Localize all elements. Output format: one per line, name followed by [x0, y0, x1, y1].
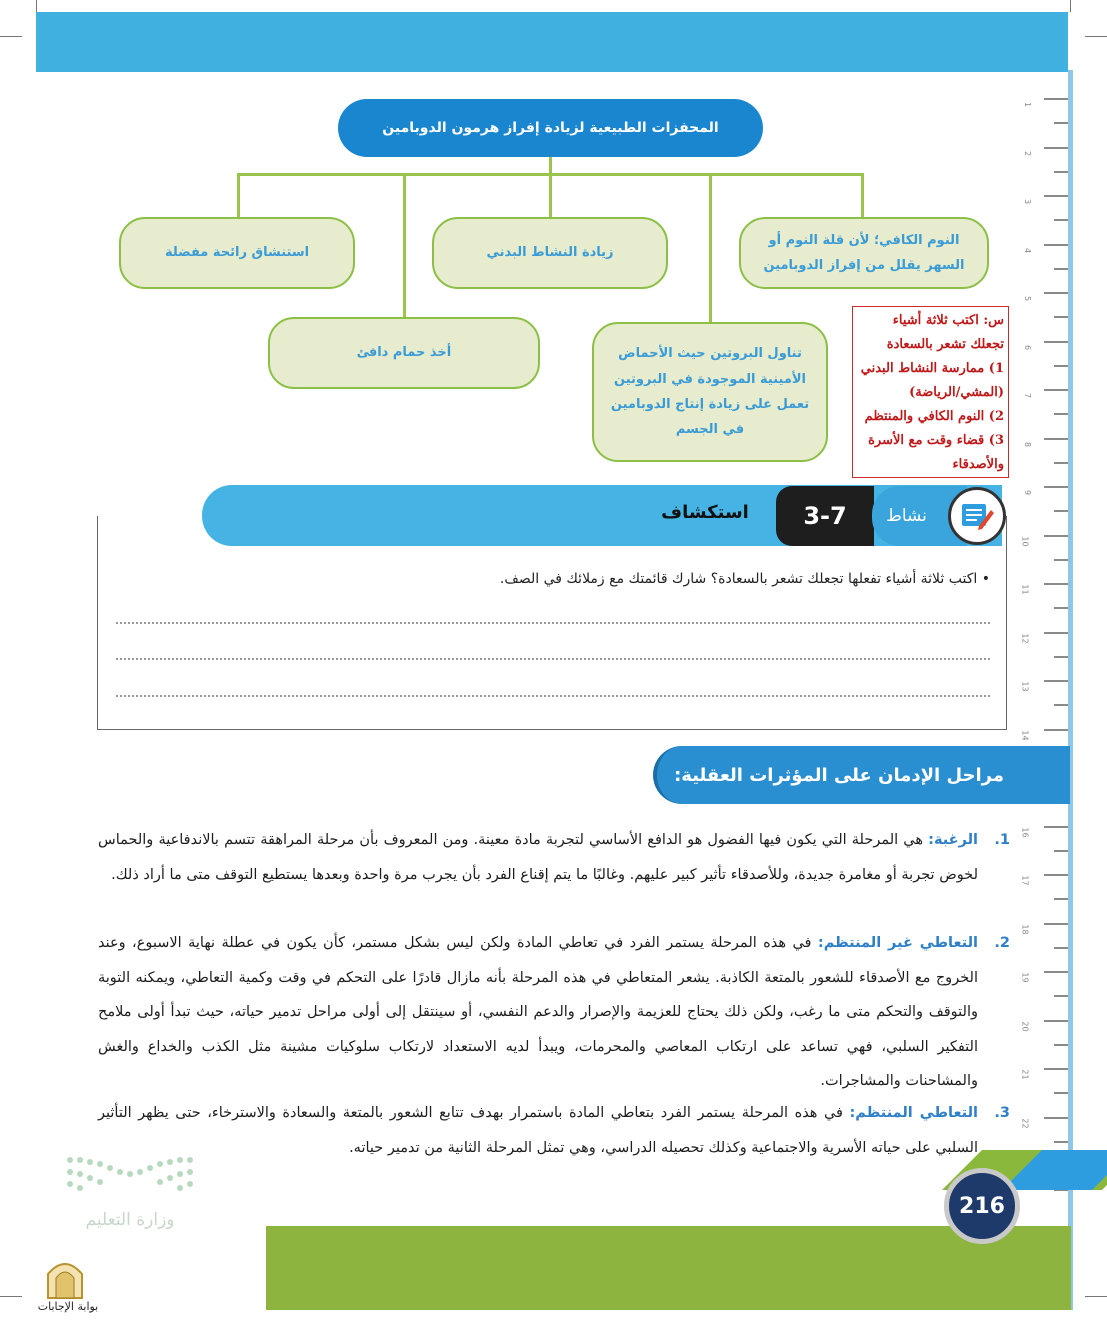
ruler-tick	[1044, 535, 1068, 537]
ruler-number: 5	[1022, 295, 1032, 302]
answer-line[interactable]	[116, 622, 990, 624]
activity-title: استكشاف	[661, 502, 749, 523]
ruler-tick	[1044, 147, 1068, 149]
ruler-tick	[1054, 704, 1068, 706]
connector	[237, 173, 240, 218]
ruler-tick	[1054, 607, 1068, 609]
answer-question: س: اكتب ثلاثة أشياء تجعلك تشعر بالسعادة	[886, 313, 1004, 353]
ruler-number: 20	[1020, 1020, 1030, 1032]
connector	[709, 173, 712, 323]
stage-number: 1.	[994, 832, 1010, 848]
ruler-tick	[1044, 486, 1068, 488]
ruler-tick	[1044, 1117, 1068, 1119]
ruler-number: 12	[1020, 632, 1030, 644]
section-header	[653, 746, 1070, 804]
answer-line[interactable]	[116, 658, 990, 660]
ruler-number: 2	[1022, 150, 1032, 156]
ruler-tick	[1054, 1141, 1068, 1143]
crop-mark	[1070, 0, 1071, 12]
ruler-tick	[1044, 438, 1068, 440]
stage-text: في هذه المرحلة يستمر الفرد في تعاطي المادة ولكن ليس بشكل مستمر، كأن يكون في عطلة نهاية الاسبوع، وعند الخروج مع الأصدقاء للشعور بالمتعة الكاذبة. يشعر المتعاطي في هذه المرحلة بأنه مازال قادرًا على التحكم في وقت وكمية التعاطي، ويمكنه التوبة والتوقف والتحكم متى ما رغب، ولكن ذلك يحتاج للعزيمة والإصرار والدعم النفسي، أو سينتقل إلى أولى مراحل تدمير حياته، حيث تبدأ أولى ملامح التفكير السلبي، فهي تساعد على ارتكاب المعاصي والمحرمات، ويبدأ لديه الاستعداد لارتكاب سلوكيات مشينة مثل الكذب والخداع والغش والمشاحنات والمشاجرات.	[98, 935, 978, 1089]
ruler-number: 17	[1020, 875, 1030, 886]
diagram-root: المحفزات الطبيعية لزيادة إفراز هرمون الدوبامين	[338, 99, 763, 157]
stage-paragraph	[98, 823, 1010, 892]
section-title: مراحل الإدمان على المؤثرات العقلية:	[674, 764, 1004, 786]
stage-text: هي المرحلة التي يكون فيها الفضول هو الدافع الأساسي لتجربة مادة معينة. ومن المعروف بأن مرحلة المراهقة تتسم بالاندفاعية والحماس لخوض تجربة أو مغامرة جديدة، وللأصدقاء تأثير كبير عليهم. وغالبًا ما يتم إقناع الفرد بأن يجرب مرة واحدة وبعدها يستطيع التوقف متى ما أراد ذلك.	[98, 832, 978, 883]
ruler-tick	[1044, 292, 1068, 294]
ruler-tick	[1054, 995, 1068, 997]
crop-mark	[1085, 36, 1107, 37]
ruler-tick	[1054, 268, 1068, 270]
ruler-tick	[1054, 656, 1068, 658]
ruler-tick	[1044, 874, 1068, 876]
answer-box	[852, 306, 1009, 478]
ruler-tick	[1054, 171, 1068, 173]
diagram-node-protein: تناول البروتين حيث الأحماض الأمينية الموجودة في البروتين تعمل على زيادة إنتاج الدوبامين في الجسم	[592, 322, 828, 462]
ruler-tick	[1044, 680, 1068, 682]
ruler-tick	[1054, 316, 1068, 318]
ruler-tick	[1054, 947, 1068, 949]
answer-item: 3) قضاء وقت مع الأسرة والأصدقاء	[868, 433, 1004, 473]
ruler-tick	[1054, 219, 1068, 221]
ruler-number: 16	[1020, 826, 1030, 838]
ruler-tick	[1054, 510, 1068, 512]
moe-logo-icon	[62, 1150, 202, 1260]
ruler-ticks	[1000, 70, 1074, 1170]
connector	[549, 173, 552, 218]
ruler-number: 4	[1022, 247, 1032, 253]
ruler-tick	[1044, 923, 1068, 925]
ruler-tick	[1044, 244, 1068, 246]
answer-line[interactable]	[116, 695, 990, 697]
ruler-number: 19	[1020, 972, 1030, 983]
ruler-tick	[1054, 365, 1068, 367]
ruler-number: 1	[1022, 101, 1032, 108]
ruler-number: 14	[1020, 729, 1030, 741]
ruler-number: 3	[1022, 198, 1032, 205]
ruler-tick	[1044, 583, 1068, 585]
diagram-node-scent: استنشاق رائحة مفضلة	[119, 217, 355, 289]
ruler-tick	[1044, 389, 1068, 391]
watermark-logo-icon	[44, 1254, 86, 1300]
diagram-node-activity: زيادة النشاط البدني	[432, 217, 668, 289]
answer-item: 2) النوم الكافي والمنتظم	[864, 409, 1004, 425]
crop-mark	[0, 36, 22, 37]
ruler-tick	[1044, 195, 1068, 197]
page-number: 216	[944, 1168, 1020, 1244]
connector	[861, 173, 864, 218]
ruler-tick	[1044, 826, 1068, 828]
ruler-number: 21	[1020, 1069, 1030, 1080]
ruler-tick	[1054, 850, 1068, 852]
ruler-tick	[1044, 971, 1068, 973]
activity-number: 3-7	[776, 486, 874, 546]
ruler-tick	[1044, 98, 1068, 100]
activity-badge-label: نشاط	[886, 506, 927, 526]
ruler-number: 13	[1020, 681, 1030, 692]
ruler-number: 6	[1022, 344, 1032, 350]
watermark-text: بوابة الإجابات	[37, 1300, 99, 1313]
ruler-tick	[1044, 1068, 1068, 1070]
connector	[403, 173, 406, 318]
moe-logo-text: وزارة التعليم	[85, 1210, 175, 1230]
ruler-number: 18	[1020, 923, 1030, 935]
ruler-number: 22	[1020, 1117, 1030, 1129]
crop-mark	[1085, 1296, 1107, 1297]
diagram-node-sleep: النوم الكافي؛ لأن قلة النوم أو السهر يقلل من إفراز الدوبامين	[739, 217, 989, 289]
ruler-tick	[1054, 122, 1068, 124]
stage-paragraph	[98, 1096, 1010, 1165]
ruler-number: 11	[1020, 584, 1030, 595]
ruler-tick	[1054, 413, 1068, 415]
ruler-tick	[1054, 1044, 1068, 1046]
ruler-tick	[1044, 341, 1068, 343]
stage-paragraph	[98, 926, 1010, 1099]
stage-text: في هذه المرحلة يستمر الفرد بتعاطي المادة باستمرار بهدف تتابع الشعور بالمتعة والسعادة والاسترخاء، حتى يظهر التأثير السلبي على حياته الأسرية والاجتماعية وكذلك تحصيله الدراسي، وهي تمثل المرحلة الثانية من تدمير حياته.	[98, 1105, 978, 1156]
diagram-node-bath: أخذ حمام دافئ	[268, 317, 540, 389]
stage-number: 2.	[994, 935, 1010, 951]
ruler-tick	[1044, 729, 1068, 731]
ruler-tick	[1054, 462, 1068, 464]
answer-item: 1) ممارسة النشاط البدني (المشي/الرياضة)	[860, 361, 1004, 401]
ruler-tick	[1044, 632, 1068, 634]
stage-number: 3.	[994, 1105, 1010, 1121]
ruler-number: 9	[1022, 489, 1032, 496]
pencil-note-icon	[948, 487, 1006, 545]
stage-term: الرغبة:	[928, 832, 979, 848]
ruler-number: 7	[1022, 392, 1032, 399]
stage-term: التعاطي المنتظم:	[849, 1105, 979, 1121]
stage-term: التعاطي غير المنتظم:	[817, 935, 979, 951]
crop-mark	[0, 1296, 22, 1297]
ruler-tick	[1054, 1092, 1068, 1094]
activity-prompt: • اكتب ثلاثة أشياء تفعلها تجعلك تشعر بالسعادة؟ شارك قائمتك مع زملائك في الصف.	[499, 571, 990, 587]
ruler-tick	[1054, 559, 1068, 561]
ruler-number: 10	[1020, 535, 1030, 547]
crop-mark	[36, 0, 37, 12]
ruler-tick	[1044, 1020, 1068, 1022]
ruler-number: 8	[1022, 441, 1032, 447]
top-band	[36, 12, 1068, 72]
ruler-tick	[1054, 898, 1068, 900]
